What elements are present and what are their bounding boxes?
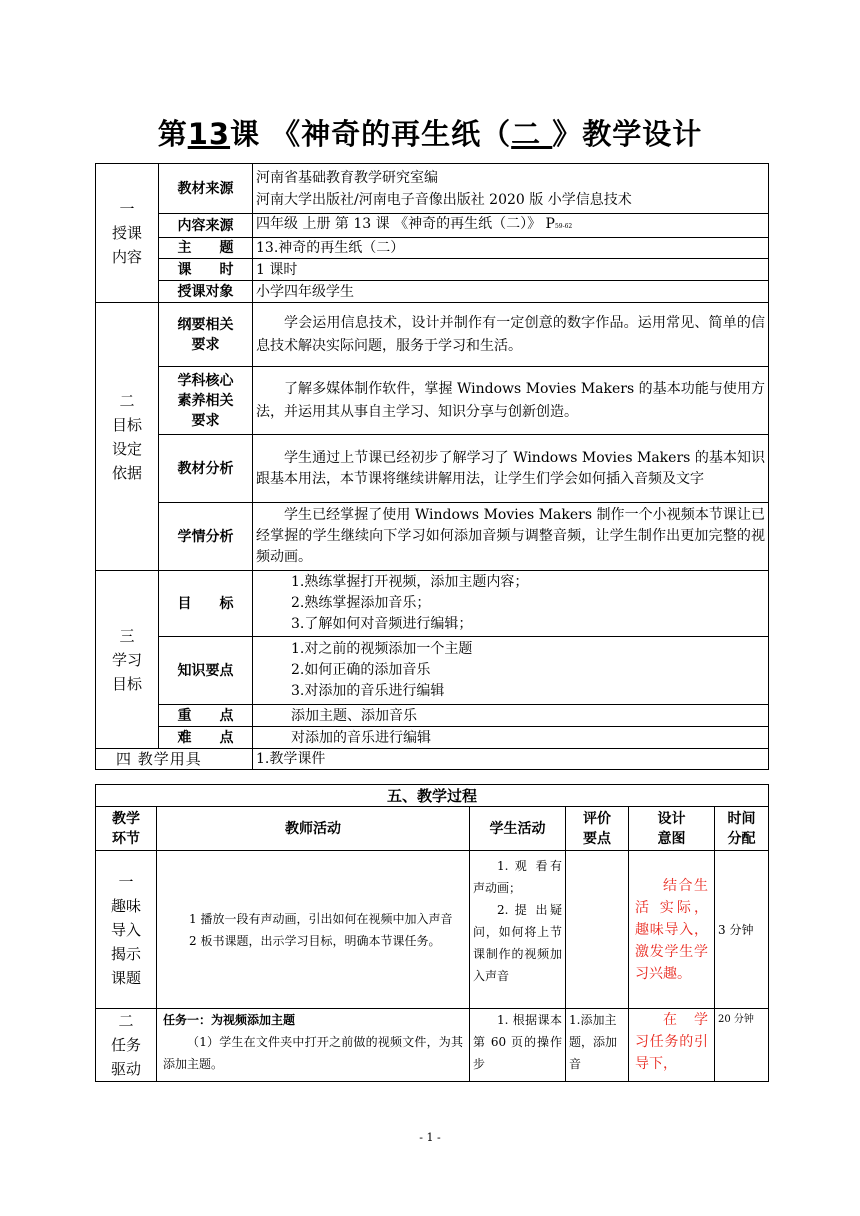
section-1-label: 一 授课 内容: [96, 164, 159, 303]
knowledge-points-list: 1.对之前的视频添加一个主题 2.如何正确的添加音乐 3.对添加的音乐进行编辑: [253, 637, 769, 705]
field-label: 内容来源: [159, 214, 253, 238]
field-value: 1.教学课件: [253, 749, 769, 770]
field-value: 13.神奇的再生纸（二）: [253, 238, 769, 259]
field-label: 学情分析: [159, 503, 253, 571]
process-title: 五、教学过程: [96, 785, 769, 807]
field-value: 小学四年级学生: [253, 281, 769, 303]
teacher-activity: 任务一：为视频添加主题 （1）学生在文件夹中打开之前做的视频文件，为其添加主题。: [157, 1009, 470, 1082]
goals-list: 1.熟练掌握打开视频，添加主题内容； 2.熟练掌握添加音乐； 3.了解如何对音频进行编辑；: [253, 571, 769, 637]
field-value: 学会运用信息技术，设计并制作有一定创意的数字作品。运用常见、简单的信息技术解决实际问题，服务于学习和生活。: [253, 303, 769, 367]
field-label: 纲要相关 要求: [159, 303, 253, 367]
col-header-time: 时间 分配: [715, 807, 769, 851]
student-activity: 1. 根据课本第 60 页的操作步: [470, 1009, 566, 1082]
field-label: 教材分析: [159, 435, 253, 503]
eval-points: [566, 851, 629, 1009]
section-3-label: 三 学习 目标: [96, 571, 159, 749]
col-header-intent: 设计 意图: [629, 807, 715, 851]
field-value: 了解多媒体制作软件，掌握 Windows Movies Makers 的基本功能与使用方法，并运用其从事自主学习、知识分享与创新创造。: [253, 367, 769, 435]
section-2-label: 二 目标 设定 依据: [96, 303, 159, 571]
col-header-eval: 评价 要点: [566, 807, 629, 851]
time-allocation: 3 分钟: [715, 851, 769, 1009]
field-value: 学生已经掌握了使用 Windows Movies Makers 制作一个小视频本节课让已经掌握的学生继续向下学习如何添加音频与调整音频，让学生制作出更加完整的视频动画。: [253, 503, 769, 571]
eval-points: 1.添加主题，添加音: [566, 1009, 629, 1082]
field-value: 河南省基础教育教学研究室编 河南大学出版社/河南电子音像出版社 2020 版 小学信息技术: [253, 164, 769, 214]
field-label: 重 点: [159, 705, 253, 727]
process-table: [95, 784, 769, 1082]
field-label: 主 题: [159, 238, 253, 259]
field-label: 目 标: [159, 571, 253, 637]
field-value: 学生通过上节课已经初步了解学习了 Windows Movies Makers 的基本知识跟基本用法，本节课将继续讲解用法，让学生们学会如何插入音频及文字: [253, 435, 769, 503]
col-header-student: 学生活动: [470, 807, 566, 851]
stage-2: 二 任务 驱动: [96, 1009, 157, 1082]
field-label: 四 教学用具: [96, 749, 253, 770]
field-value: 四年级 上册 第 13 课 《神奇的再生纸（二）》 P59-62: [253, 214, 769, 238]
col-header-teacher: 教师活动: [157, 807, 470, 851]
field-value: 1 课时: [253, 259, 769, 281]
design-intent: 结合生 活 实际，趣味导入，激发学生学习兴趣。: [629, 851, 715, 1009]
field-label: 难 点: [159, 727, 253, 749]
time-allocation: 20 分钟: [715, 1009, 769, 1082]
page-number: - 1 -: [419, 1131, 441, 1144]
col-header-stage: 教学 环节: [96, 807, 157, 851]
student-activity: 1. 观 看有声动画； 2. 提 出疑问，如何将上节课制作的视频加入声音: [470, 851, 566, 1009]
field-label: 知识要点: [159, 637, 253, 705]
field-label: 课 时: [159, 259, 253, 281]
info-table: [95, 163, 769, 770]
field-label: 授课对象: [159, 281, 253, 303]
field-value: 添加主题、添加音乐: [253, 705, 769, 727]
field-value: 对添加的音乐进行编辑: [253, 727, 769, 749]
design-intent: 在 学习任务的引导下，: [629, 1009, 715, 1082]
field-label: 教材来源: [159, 164, 253, 214]
field-label: 学科核心 素养相关 要求: [159, 367, 253, 435]
page-title: 第13课 《神奇的再生纸（二 》教学设计: [157, 117, 703, 151]
stage-1: 一 趣味 导入 揭示 课题: [96, 851, 157, 1009]
teacher-activity: 1 播放一段有声动画，引出如何在视频中加入声音 2 板书课题，出示学习目标，明确本节课任务。: [157, 851, 470, 1009]
